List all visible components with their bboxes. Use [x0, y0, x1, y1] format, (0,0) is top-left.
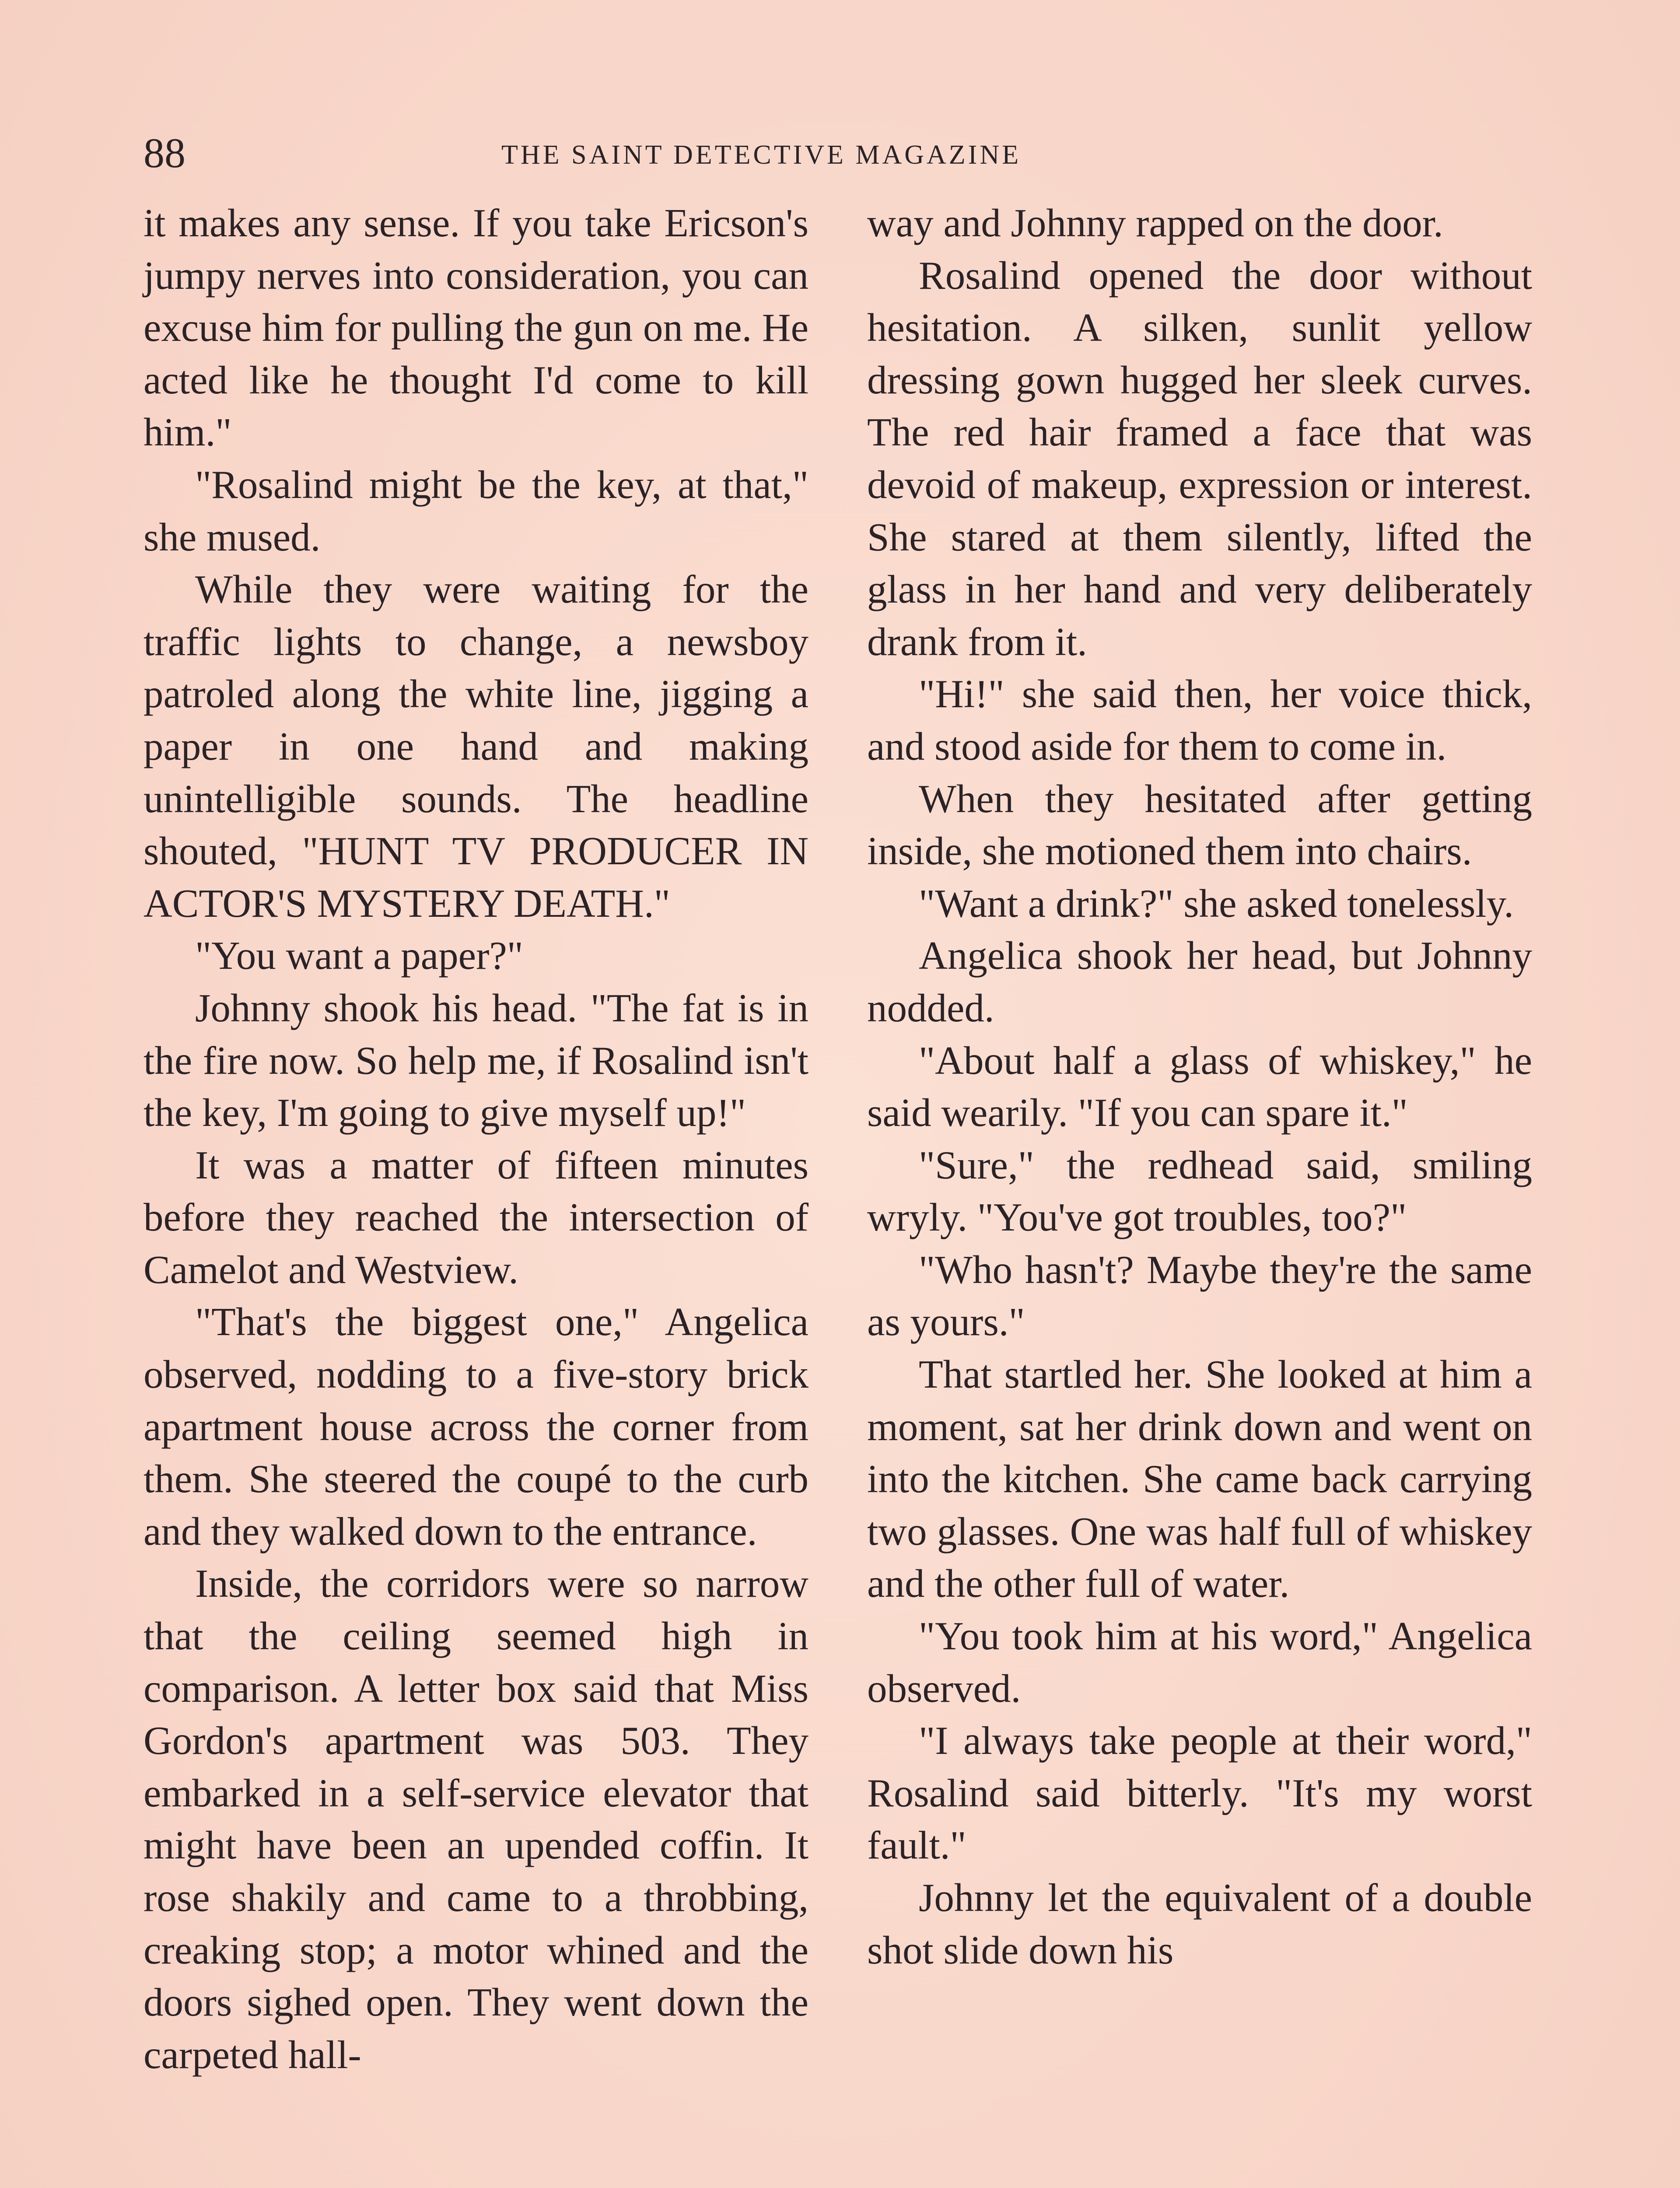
paragraph: "About half a glass of whiskey," he said wearily. "If you can spare it." [867, 1038, 1532, 1135]
running-head: THE SAINT DETECTIVE MAGAZINE [501, 140, 1021, 170]
paragraph: "That's the biggest one," Angelica observed, nodding to a five-story brick apartment house across the corner from them. She steered the coupé to the curb and they walked down to the entrance. [144, 1300, 808, 1553]
paragraph: "You want a paper?" [195, 933, 523, 978]
paragraph: it makes any sense. If you take Ericson's jumpy nerves into consideration, you can excuse him for pulling the gun on me. He acted like he thought I'd come to kill him." [144, 201, 808, 455]
paragraph: "I always take people at their word," Rosalind said bitterly. "It's my worst fault." [867, 1718, 1532, 1868]
paragraph: Johnny let the equivalent of a double shot slide down his [867, 1876, 1532, 1972]
paragraph: "You took him at his word," Angelica observed. [867, 1614, 1532, 1711]
left-column [144, 197, 808, 2081]
paragraph: "Rosalind might be the key, at that," she mused. [144, 462, 808, 559]
paragraph: Johnny shook his head. "The fat is in the fire now. So help me, if Rosalind isn't the key, I'm going to give myself up!" [144, 985, 808, 1135]
paragraph: Angelica shook her head, but Johnny nodded. [867, 933, 1532, 1030]
paragraph: When they hesitated after getting inside, she motioned them into chairs. [867, 776, 1532, 873]
paragraph: way and Johnny rapped on the door. [867, 201, 1443, 245]
paragraph: Inside, the corridors were so narrow that the ceiling seemed high in comparison. A letter box said that Miss Gordon's apartment was 503. They embarked in a self-service elevator that might have been an upended coffin. It rose shakily and came to a throbbing, creaking stop; a motor whined and the doors sighed open. They went down the carpeted hall- [144, 1561, 808, 2077]
paragraph: "Sure," the redhead said, smiling wryly. "You've got troubles, too?" [867, 1143, 1532, 1240]
paragraph: It was a matter of fifteen minutes before they reached the intersection of Camelot and Westview. [144, 1143, 808, 1292]
paragraph: "Hi!" she said then, her voice thick, and stood aside for them to come in. [867, 672, 1532, 768]
paragraph: Rosalind opened the door without hesitation. A silken, sunlit yellow dressing gown hugged her sleek curves. The red hair framed a face that was devoid of makeup, expression or interest. She stared at them silently, lifted the glass in her hand and very deliberately drank from it. [867, 253, 1532, 664]
paragraph: While they were waiting for the traffic lights to change, a newsboy patroled along the white line, jigging a paper in one hand and making unintelligible sounds. The headline shouted, "HUNT TV PRODUCER IN ACTOR'S MYSTERY DEATH." [144, 567, 808, 926]
page-number: 88 [144, 130, 186, 176]
paragraph: That startled her. She looked at him a moment, sat her drink down and went on into the kitchen. She came back carrying two glasses. One was half full of whiskey and the other full of water. [867, 1352, 1532, 1606]
paragraph: "Who hasn't? Maybe they're the same as yours." [867, 1247, 1532, 1344]
right-column [867, 197, 1532, 1976]
page-header [0, 127, 1680, 179]
paragraph: "Want a drink?" she asked tonelessly. [919, 881, 1514, 926]
